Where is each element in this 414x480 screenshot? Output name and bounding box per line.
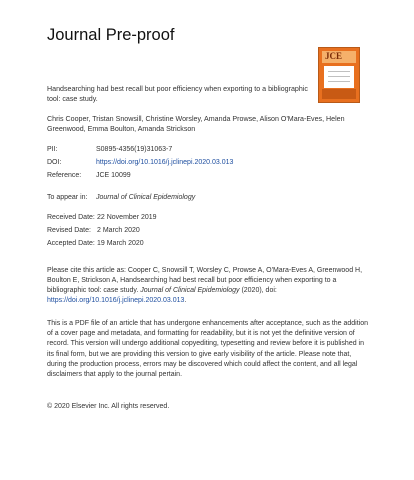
accepted-label: Accepted Date: — [47, 240, 95, 247]
received-date-row — [47, 214, 157, 221]
citation-year: (2020), doi: — [241, 287, 277, 294]
article-title: Handsearching had best recall but poor efficiency when exporting to a bibliographic tool: case study. — [47, 85, 308, 103]
received-value: 22 November 2019 — [97, 214, 157, 221]
citation-paragraph — [47, 266, 369, 306]
citation-end: . — [184, 297, 187, 304]
pii-value: S0895-4356(19)31063-7 — [96, 146, 173, 153]
page-title: Journal Pre-proof — [47, 26, 175, 44]
meta-appear-row — [47, 194, 195, 201]
article-authors: Chris Cooper, Tristan Snowsill, Christine Worsley, Amanda Prowse, Alison O'Mara-Eves, Helen Greenwood, Emma Boulton, Amanda Strickson — [47, 115, 345, 133]
copyright-notice: © 2020 Elsevier Inc. All rights reserved. — [47, 403, 170, 410]
received-label: Received Date: — [47, 214, 95, 221]
cover-line — [328, 71, 350, 72]
journal-logo: JCE — [325, 51, 343, 61]
citation-doi-link[interactable]: https://doi.org/10.1016/j.jclinepi.2020.03.013 — [47, 297, 185, 304]
cover-line — [328, 81, 350, 82]
revised-date-row — [47, 227, 140, 234]
cover-line — [328, 76, 350, 77]
reference-value: JCE 10099 — [96, 172, 131, 179]
pii-label: PII: — [47, 146, 58, 153]
preproof-notice: This is a PDF file of an article that has undergone enhancements after acceptance, such as the addition of a cover page and metadata, and formatting for readability, but it is not yet the definitive version of record. This version will undergo additional copyediting, typesetting and review before it is published in its final form, but we are providing this version to give early visibility of the article. Please note that, during the production process, errors may be discovered which could affect the content, and all legal disclaimers that apply to the journal pertain. — [47, 320, 369, 379]
meta-reference-row — [47, 172, 131, 179]
meta-doi-row — [47, 159, 233, 166]
citation-journal: Journal of Clinical Epidemiology — [140, 287, 240, 294]
revised-label: Revised Date: — [47, 227, 91, 234]
accepted-date-row — [47, 240, 144, 247]
revised-value: 2 March 2020 — [97, 227, 140, 234]
appear-value: Journal of Clinical Epidemiology — [96, 194, 196, 201]
accepted-value: 19 March 2020 — [97, 240, 144, 247]
cover-inner-panel — [324, 66, 354, 88]
meta-pii-row — [47, 146, 172, 153]
reference-label: Reference: — [47, 172, 82, 179]
appear-label: To appear in: — [47, 194, 88, 201]
cover-band-bottom — [322, 89, 356, 99]
doi-label: DOI: — [47, 159, 62, 166]
doi-link[interactable]: https://doi.org/10.1016/j.jclinepi.2020.03.013 — [96, 159, 234, 166]
citation-intro: Please cite this article as: Cooper C, Snowsill T, Worsley C, Prowse A, O'Mara-Eves A, Greenwood H, Boulton E, Strickson A, Handsearching had best recall but poor efficiency when exporting to a bibliographic tool: case study. — [47, 267, 363, 294]
journal-cover-thumbnail — [318, 47, 360, 103]
